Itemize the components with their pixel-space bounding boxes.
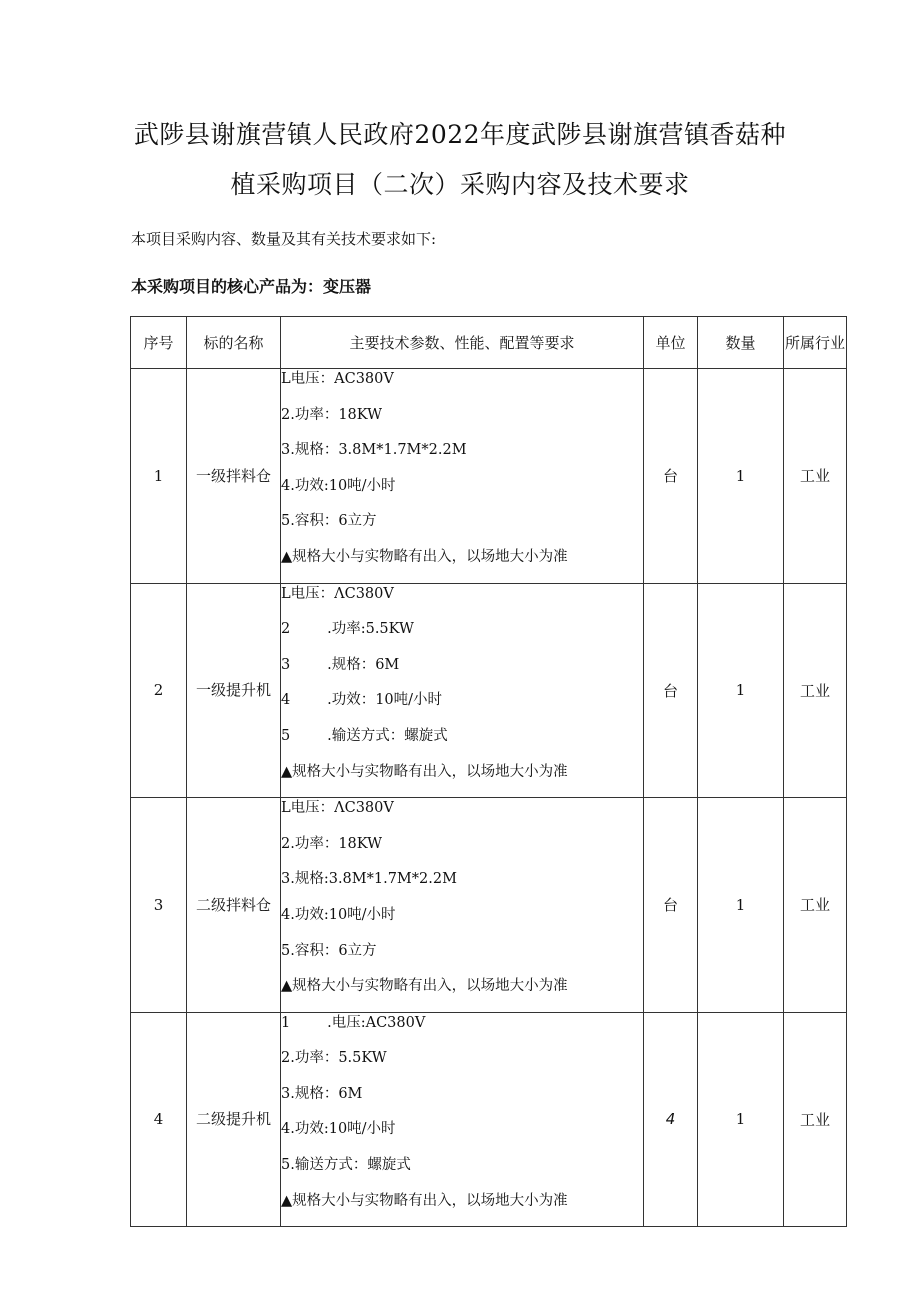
spec-line: 5 .输送方式：螺旋式	[281, 727, 448, 744]
spec-line: 4.功效:10吨/小时	[281, 1121, 396, 1138]
header-item-name: 标的名称	[187, 317, 281, 369]
spec-line: 4 .功效：10吨/小时	[281, 692, 443, 709]
header-quantity: 数量	[698, 317, 784, 369]
table-row	[131, 798, 847, 1013]
row-specs	[281, 798, 644, 1013]
row-specs	[281, 1012, 644, 1227]
spec-line: ▲规格大小与实物略有出入，以场地大小为准	[281, 978, 568, 995]
spec-line: 3 .规格：6M	[281, 656, 400, 673]
document-title-line-2: 植采购项目（二次）采购内容及技术要求	[230, 170, 690, 199]
row-industry: 工业	[784, 798, 847, 1013]
row-industry: 工业	[784, 1012, 847, 1227]
spec-line: L电压：ΛC380V	[281, 585, 394, 602]
spec-line: 3.规格：6M	[281, 1085, 363, 1102]
spec-line: 5.容积：6立方	[281, 513, 377, 530]
row-quantity: 1	[698, 1012, 784, 1227]
row-unit: 4	[644, 1012, 698, 1227]
spec-line: 4.功效:10吨/小时	[281, 477, 396, 494]
row-no: 1	[131, 369, 187, 584]
table-header-row	[131, 317, 847, 369]
row-specs	[281, 583, 644, 798]
row-item-name: 一级提升机	[187, 583, 281, 798]
row-unit: 台	[644, 369, 698, 584]
row-quantity: 1	[698, 583, 784, 798]
spec-line: ▲规格大小与实物略有出入，以场地大小为准	[281, 1192, 568, 1209]
row-quantity: 1	[698, 798, 784, 1013]
spec-line: 1 .电压:AC380V	[281, 1014, 426, 1031]
spec-line: 2 .功率:5.5KW	[281, 621, 414, 638]
document-title-line-1: 武陟县谢旗营镇人民政府2022年度武陟县谢旗营镇香菇种	[133, 120, 787, 149]
row-industry: 工业	[784, 583, 847, 798]
spec-line: 5.容积：6立方	[281, 942, 377, 959]
intro-text: 本项目采购内容、数量及其有关技术要求如下:	[131, 230, 437, 248]
row-no: 3	[131, 798, 187, 1013]
spec-line: 4.功效:10吨/小时	[281, 906, 396, 923]
spec-line: ▲规格大小与实物略有出入，以场地大小为准	[281, 763, 568, 780]
spec-line: 2.功率：18KW	[281, 835, 383, 852]
spec-line: 3.规格：3.8M*1.7M*2.2M	[281, 442, 467, 459]
spec-line: 2.功率：5.5KW	[281, 1050, 387, 1067]
row-industry: 工业	[784, 369, 847, 584]
procurement-table	[130, 316, 847, 1227]
header-unit: 单位	[644, 317, 698, 369]
row-unit: 台	[644, 798, 698, 1013]
core-product-statement: 本采购项目的核心产品为：变压器	[131, 277, 372, 296]
spec-line: 2.功率：18KW	[281, 406, 383, 423]
spec-line: 5.输送方式：螺旋式	[281, 1157, 411, 1174]
header-no: 序号	[131, 317, 187, 369]
row-no: 4	[131, 1012, 187, 1227]
row-item-name: 二级拌料仓	[187, 798, 281, 1013]
row-specs	[281, 369, 644, 584]
header-industry: 所属行业	[784, 317, 847, 369]
header-specs: 主要技术参数、性能、配置等要求	[281, 317, 644, 369]
spec-line: L电压：ΛC380V	[281, 800, 394, 817]
spec-line: L电压：AC380V	[281, 371, 394, 387]
row-item-name: 二级提升机	[187, 1012, 281, 1227]
table-row	[131, 369, 847, 584]
table-row	[131, 583, 847, 798]
table-row	[131, 1012, 847, 1227]
spec-line: ▲规格大小与实物略有出入，以场地大小为准	[281, 548, 568, 565]
row-item-name: 一级拌料仓	[187, 369, 281, 584]
row-no: 2	[131, 583, 187, 798]
row-unit: 台	[644, 583, 698, 798]
row-quantity: 1	[698, 369, 784, 584]
spec-line: 3.规格:3.8M*1.7M*2.2M	[281, 871, 457, 888]
